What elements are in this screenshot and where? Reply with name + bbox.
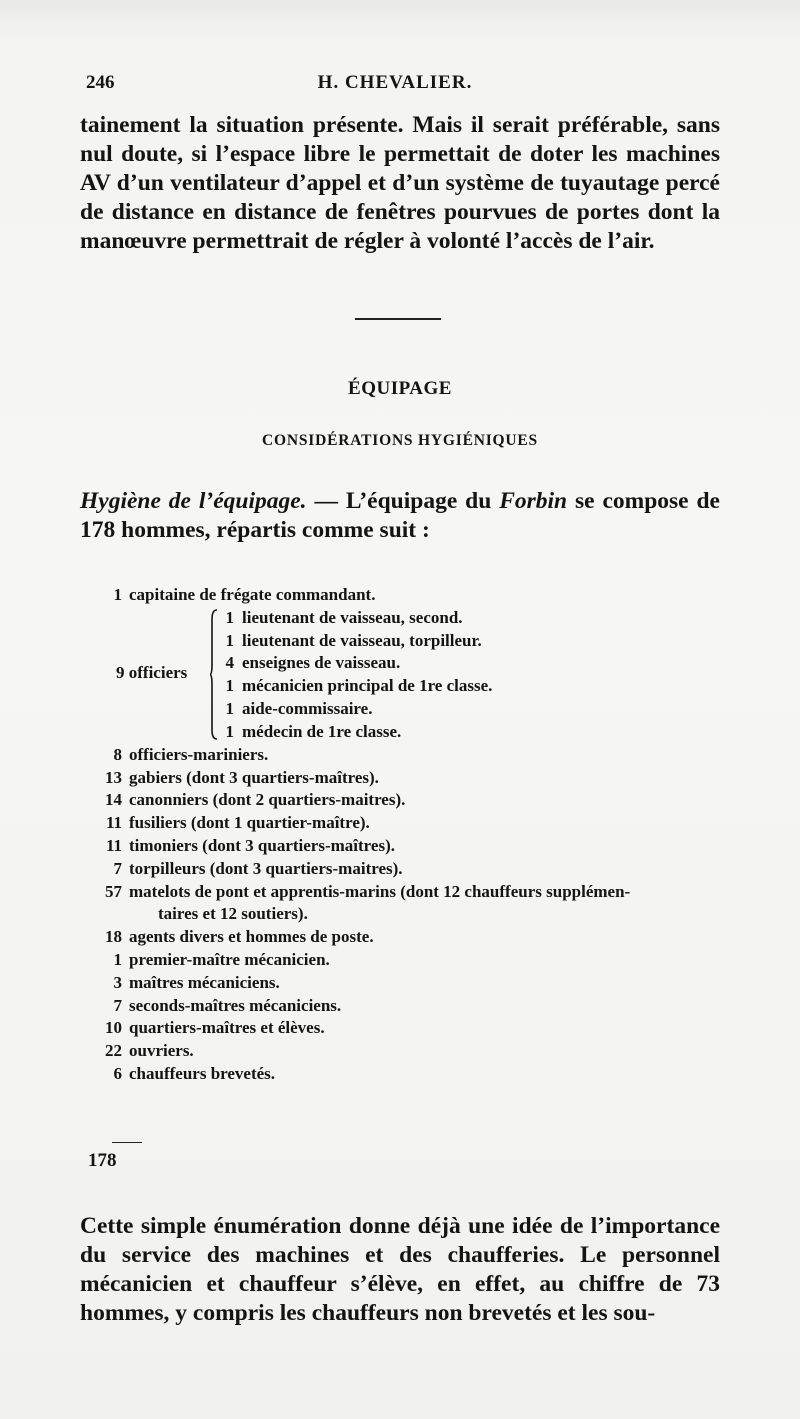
officer-item xyxy=(224,607,492,630)
officer-item xyxy=(224,675,492,698)
list-item xyxy=(100,789,740,812)
list-item xyxy=(100,1017,740,1040)
item-count: 6 xyxy=(113,1063,122,1083)
hygiene-paragraph-text xyxy=(80,487,720,545)
list-item xyxy=(100,812,740,835)
list-item xyxy=(100,744,740,767)
list-item xyxy=(100,995,740,1018)
crew-total: 178 xyxy=(88,1150,117,1171)
item-count: 8 xyxy=(113,744,122,764)
item-count: 1 xyxy=(225,607,234,627)
officer-item xyxy=(224,698,492,721)
list-item xyxy=(100,949,740,972)
running-head: H. CHEVALIER. xyxy=(317,72,473,93)
section-subtitle: CONSIDÉRATIONS HYGIÉNIQUES xyxy=(262,432,538,449)
item-label: seconds-maîtres mécaniciens. xyxy=(129,995,342,1015)
officers-label xyxy=(116,662,187,685)
hygiene-text-a: — L’équipage du xyxy=(306,488,500,514)
officers-group xyxy=(100,607,740,744)
list-item xyxy=(100,1040,740,1063)
item-label: ouvriers. xyxy=(129,1041,194,1061)
item-count: 22 xyxy=(105,1041,122,1061)
list-item xyxy=(100,881,740,904)
sum-rule xyxy=(112,1142,142,1143)
item-label: chauffeurs brevetés. xyxy=(129,1063,276,1083)
item-count: 7 xyxy=(113,995,122,1015)
item-count: 10 xyxy=(105,1018,122,1038)
item-label: enseignes de vaisseau. xyxy=(242,653,401,673)
item-label: torpilleurs (dont 3 quartiers-maitres). xyxy=(129,858,403,878)
section-divider xyxy=(355,318,441,320)
item-label: agents divers et hommes de poste. xyxy=(129,927,374,947)
crew-list xyxy=(100,584,740,1086)
list-item-captain xyxy=(100,584,740,607)
hygiene-paragraph xyxy=(80,487,720,545)
item-label: taires et 12 soutiers). xyxy=(158,904,308,924)
item-label: gabiers (dont 3 quartiers-maîtres). xyxy=(129,767,379,787)
item-label: aide-commissaire. xyxy=(242,698,373,718)
section-title: ÉQUIPAGE xyxy=(348,378,452,399)
item-count: 4 xyxy=(225,653,234,673)
list-item xyxy=(100,972,740,995)
item-label: lieutenant de vaisseau, torpilleur. xyxy=(242,630,482,650)
officers-sublist xyxy=(224,607,492,744)
item-count: 1 xyxy=(113,585,122,604)
item-label: officiers-mariniers. xyxy=(129,744,269,764)
hygiene-lead: Hygiène de l’équipage. xyxy=(80,488,307,514)
item-count: 1 xyxy=(113,949,122,969)
page-number: 246 xyxy=(86,72,115,93)
item-count: 1 xyxy=(225,721,234,741)
brace-icon xyxy=(210,609,218,740)
item-count: 7 xyxy=(113,858,122,878)
item-label: capitaine de frégate commandant. xyxy=(129,585,376,604)
item-count: 13 xyxy=(105,767,122,787)
item-count: 3 xyxy=(113,972,122,992)
list-item xyxy=(100,858,740,881)
list-item xyxy=(100,835,740,858)
officers-count: 9 xyxy=(116,662,125,682)
officer-item xyxy=(224,652,492,675)
item-count: 1 xyxy=(225,698,234,718)
item-count: 14 xyxy=(105,790,122,810)
top-paragraph xyxy=(80,111,720,256)
list-item-continuation xyxy=(100,903,740,926)
item-label: maîtres mécaniciens. xyxy=(129,972,280,992)
item-label: fusiliers (dont 1 quartier-maître). xyxy=(129,813,370,833)
list-item xyxy=(100,1063,740,1086)
officer-item xyxy=(224,721,492,744)
item-label: médecin de 1re classe. xyxy=(242,721,402,741)
item-label: lieutenant de vaisseau, second. xyxy=(242,607,463,627)
item-label: matelots de pont et apprentis-marins (dont 12 chauffeurs supplémen- xyxy=(129,881,631,901)
item-count: 1 xyxy=(225,630,234,650)
item-label: mécanicien principal de 1re classe. xyxy=(242,676,493,696)
item-count: 18 xyxy=(105,927,122,947)
ship-name: Forbin xyxy=(499,488,568,514)
top-paragraph-text: tainement la situation présente. Mais il serait préférable, sans nul doute, si l’espace libre le permettait de doter les machines AV d’un ventilateur d’appel et d’un système de tuyautage percé de distance en distance de fenêtres pourvues de portes dont la manœuvre permettrait de régler à volonté l’accès de l’air. xyxy=(80,112,720,254)
item-count: 11 xyxy=(105,835,122,855)
item-label: quartiers-maîtres et élèves. xyxy=(129,1018,325,1038)
item-count: 11 xyxy=(105,813,122,833)
officer-item xyxy=(224,630,492,653)
hygiene-text-b: se compose de 178 hommes, répartis comme suit : xyxy=(80,488,720,543)
item-label: timoniers (dont 3 quartiers-maîtres). xyxy=(129,835,395,855)
bottom-paragraph xyxy=(80,1212,720,1328)
item-label: premier-maître mécanicien. xyxy=(129,949,330,969)
item-count: 57 xyxy=(105,881,122,901)
item-count: 1 xyxy=(225,676,234,696)
officers-word: officiers xyxy=(128,662,188,682)
list-item xyxy=(100,767,740,790)
list-item xyxy=(100,926,740,949)
bottom-paragraph-text: Cette simple énumération donne déjà une idée de l’importance du service des machines et des chaufferies. Le personnel mécanicien et chauffeur s’élève, en effet, au chiffre de 73 hommes, y compris les chauffeurs non brevetés et les sou- xyxy=(80,1213,720,1326)
item-label: canonniers (dont 2 quartiers-maitres). xyxy=(129,790,406,810)
page-header xyxy=(80,72,710,96)
